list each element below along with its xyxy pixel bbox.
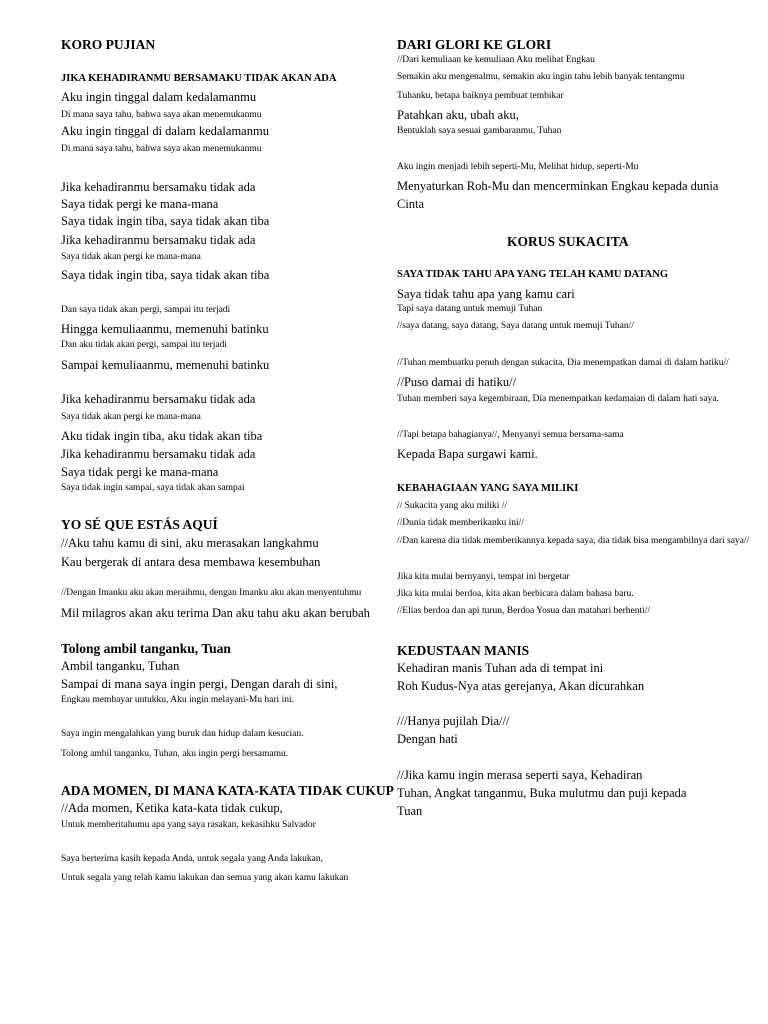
lyric-line: Aku ingin tinggal di dalam kedalamanmu [61,124,269,138]
lyric-line: Tuhanku, betapa baiknya pembuat tembikar [397,91,564,101]
lyric-line: Cinta [397,197,425,211]
lyric-line: Kau bergerak di antara desa membawa kesembuhan [61,555,321,569]
lyric-line: Mil milagros akan aku terima Dan aku tahu aku akan berubah [61,606,370,620]
lyric-line: Engkau membayar untukku, Aku ingin melayani-Mu hari ini. [61,695,294,705]
lyric-line: // Sukacita yang aku miliki // [397,501,508,511]
lyric-line: Ambil tanganku, Tuhan [61,659,180,673]
song-heading: DARI GLORI KE GLORI [397,37,552,52]
lyric-line: ///Hanya pujilah Dia/// [397,714,510,728]
lyric-line: Aku tidak ingin tiba, aku tidak akan tiba [61,429,263,443]
lyric-line: Tuhan memberi saya kegembiraan, Dia menempatkan kedamaian di dalam hati saya. [397,394,720,404]
lyric-line: //Dengan Imanku aku akan meraihmu, dengan Imanku aku akan menyentuhmu [61,588,362,598]
lyric-line: Saya tidak ingin tiba, saya tidak akan tiba [61,268,270,282]
song-heading: YO SÉ QUE ESTÁS AQUÍ [61,517,218,532]
lyric-line: Tapi saya datang untuk memuji Tuhan [397,304,543,314]
lyric-line: Jika kehadiranmu bersamaku tidak ada [61,447,256,461]
lyric-line: Aku ingin menjadi lebih seperti-Mu, Melihat hidup, seperti-Mu [397,162,639,172]
lyric-line: Bentuklah saya sesuai gambaranmu, Tuhan [397,126,562,136]
lyric-line: //Jika kamu ingin merasa seperti saya, Kehadiran [397,768,643,782]
lyric-line: Saya ingin mengalahkan yang buruk dan hidup dalam kesucian. [61,729,304,739]
lyric-line: Saya berterima kasih kepada Anda, untuk segala yang Anda lakukan, [61,854,323,864]
lyric-line: Untuk segala yang telah kamu lakukan dan semua yang akan kamu lakukan [61,873,349,883]
lyric-line: //Tapi betapa bahagianya//, Menyanyi semua bersama-sama [397,430,624,440]
song-heading: KEBAHAGIAAN YANG SAYA MILIKI [397,483,579,494]
lyric-line: Saya tidak pergi ke mana-mana [61,197,219,211]
lyric-line: Saya tidak ingin sampai, saya tidak akan sampai [61,483,245,493]
lyric-line: Hingga kemuliaanmu, memenuhi batinku [61,322,269,336]
lyric-line: Jika kita mulai berdoa, kita akan berbicara dalam bahasa baru. [397,589,634,599]
lyric-line: Untuk memberitahumu apa yang saya rasakan, kekasihku Salvador [61,820,316,830]
lyric-line: Sampai di mana saya ingin pergi, Dengan darah di sini, [61,677,338,691]
lyric-line: Jika kehadiranmu bersamaku tidak ada [61,180,256,194]
lyric-line: //Ada momen, Ketika kata-kata tidak cukup, [61,801,283,815]
lyric-line: Roh Kudus-Nya atas gerejanya, Akan dicurahkan [397,679,645,693]
lyric-line: Dan aku tidak akan pergi, sampai itu terjadi [61,340,228,350]
lyric-line: //Elias berdoa dan api turun, Berdoa Yosua dan matahari berhenti// [397,606,651,616]
lyric-line: Patahkan aku, ubah aku, [397,108,519,122]
lyric-line: Aku ingin tinggal dalam kedalamanmu [61,90,257,104]
lyric-line: //Tuhan membuatku penuh dengan sukacita, Dia menempatkan damai di dalam hatiku// [397,358,729,368]
lyric-line: Tuhan, Angkat tanganmu, Buka mulutmu dan puji kepada [397,786,687,800]
lyric-line: Tuan [397,804,423,818]
lyric-line: Saya tidak ingin tiba, saya tidak akan tiba [61,214,270,228]
lyric-line: Sampai kemuliaanmu, memenuhi batinku [61,358,270,372]
lyric-line: Saya tidak akan pergi ke mana-mana [61,412,201,422]
lyric-line: Dan saya tidak akan pergi, sampai itu terjadi [61,305,231,315]
song-heading: ADA MOMEN, DI MANA KATA-KATA TIDAK CUKUP [61,783,394,798]
lyric-line: Tolong ambil tanganku, Tuhan, aku ingin pergi bersamamu. [61,749,289,759]
song-heading: SAYA TIDAK TAHU APA YANG TELAH KAMU DATANG [397,269,669,280]
lyric-line: Di mana saya tahu, bahwa saya akan menemukanmu [61,110,262,120]
lyric-line: //Puso damai di hatiku// [397,375,517,389]
lyric-line: Saya tidak pergi ke mana-mana [61,465,219,479]
song-heading: KORO PUJIAN [61,37,156,52]
lyric-line: //Dari kemuliaan ke kemuliaan Aku melihat Engkau [397,55,595,65]
lyric-line: //Dan karena dia tidak memberikannya kepada saya, dia tidak bisa mengambilnya dari saya// [397,536,750,546]
lyric-line: Di mana saya tahu, bahwa saya akan menemukanmu [61,144,262,154]
lyric-line: Saya tidak tahu apa yang kamu cari [397,287,575,301]
lyric-line: Jika kehadiranmu bersamaku tidak ada [61,233,256,247]
lyric-line: Kepada Bapa surgawi kami. [397,447,538,461]
lyric-line: //Aku tahu kamu di sini, aku merasakan langkahmu [61,536,319,550]
lyric-line: Semakin aku mengenalmu, semakin aku ingin tahu lebih banyak tentangmu [397,72,685,82]
song-heading: KEDUSTAAN MANIS [397,643,530,658]
lyric-line: Jika kita mulai bernyanyi, tempat ini bergetar [397,572,570,582]
song-heading: KORUS SUKACITA [507,234,629,249]
lyric-line: //saya datang, saya datang, Saya datang untuk memuji Tuhan// [397,321,634,331]
lyric-line: Kehadiran manis Tuhan ada di tempat ini [397,661,604,675]
lyric-line: Dengan hati [397,732,458,746]
lyric-line: Menyaturkan Roh-Mu dan mencerminkan Engkau kepada dunia [397,179,719,193]
lyric-line: Saya tidak akan pergi ke mana-mana [61,252,201,262]
lyric-line: //Dunia tidak memberikanku ini// [397,518,524,528]
song-heading: Tolong ambil tanganku, Tuan [61,641,231,656]
song-heading: JIKA KEHADIRANMU BERSAMAKU TIDAK AKAN ADA [61,73,337,84]
lyric-line: Jika kehadiranmu bersamaku tidak ada [61,392,256,406]
